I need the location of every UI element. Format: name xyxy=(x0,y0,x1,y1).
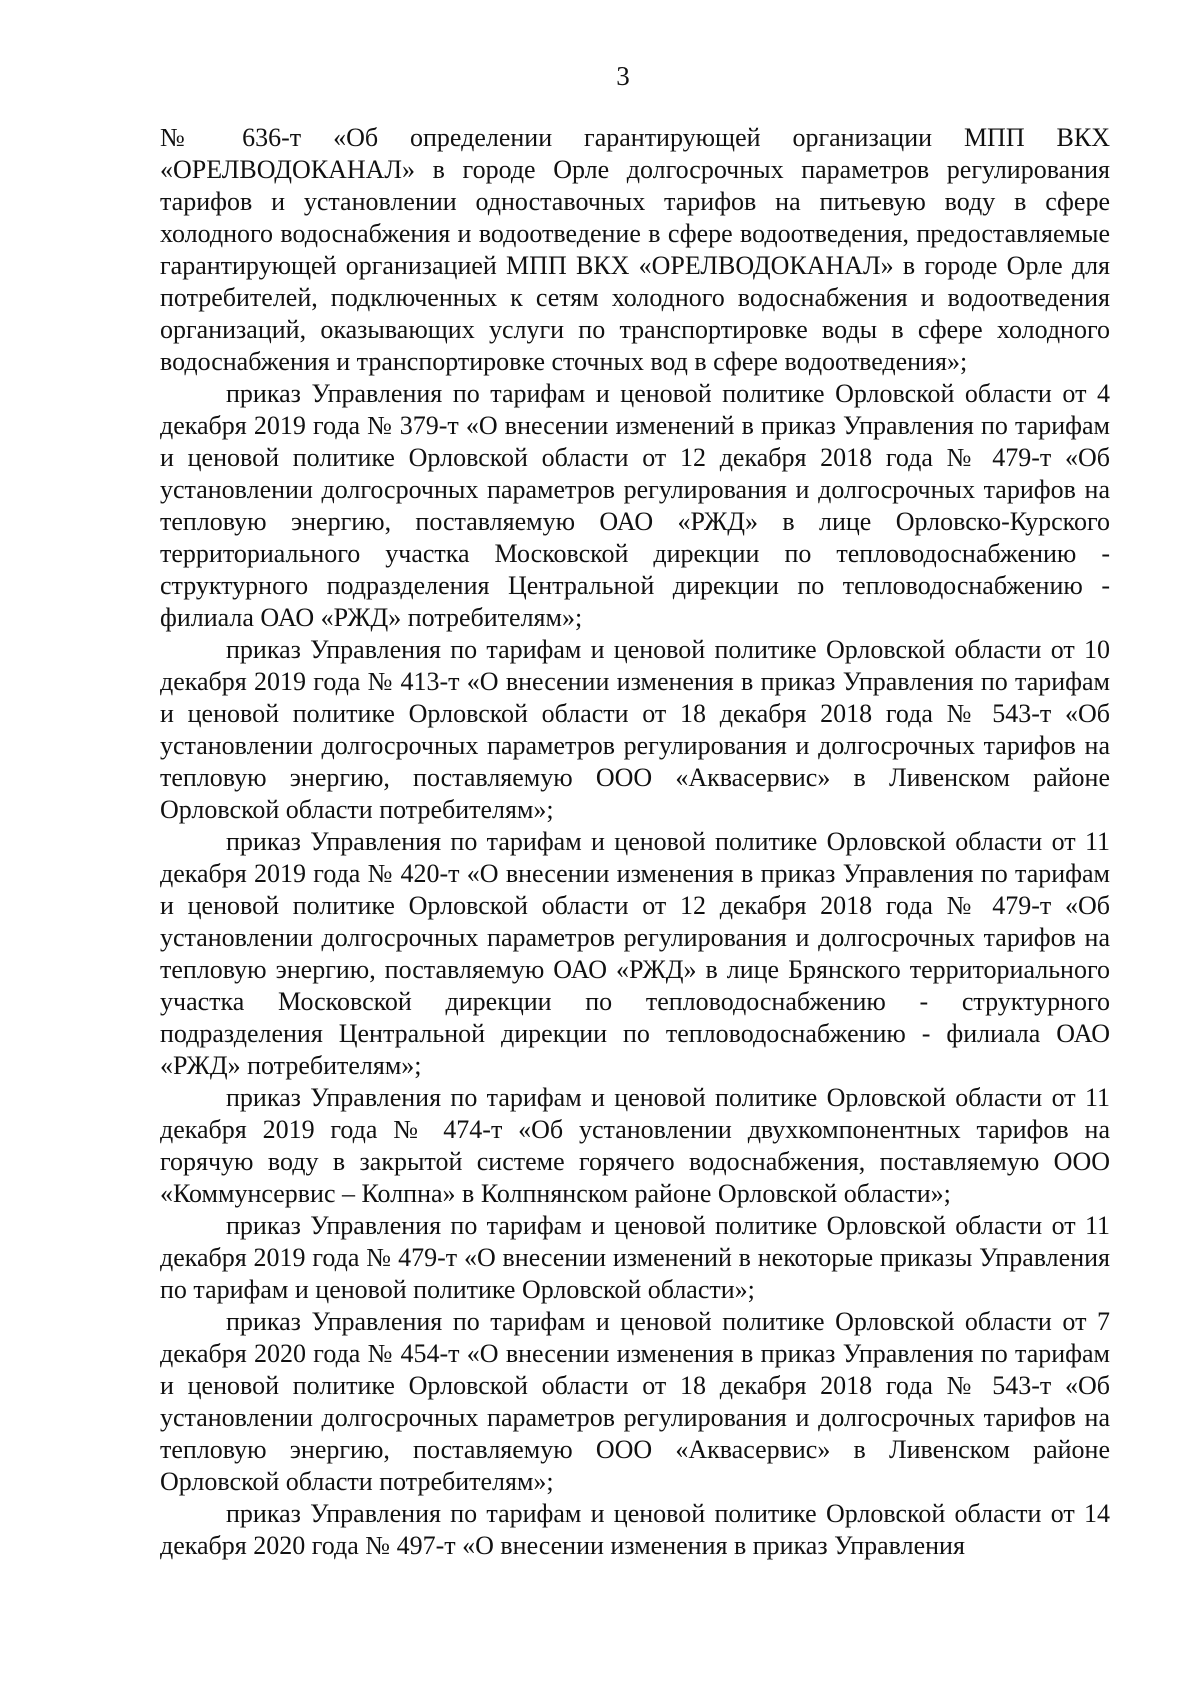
paragraph-order-413: приказ Управления по тарифам и ценовой политике Орловской области от 10 декабря 2019 года № 413-т «О внесении изменения в приказ Управления по тарифам и ценовой политике Орловской области от 18 декабря 2018 года № 543-т «Об установлении долгосрочных параметров регулирования и долгосрочных тарифов на тепловую энергию, поставляемую ООО «Аквасервис» в Ливенском районе Орловской области потребителям»; xyxy=(160,635,1110,824)
paragraph-order-497: приказ Управления по тарифам и ценовой политике Орловской области от 14 декабря 2020 года № 497-т «О внесении изменения в приказ Управления xyxy=(160,1499,1110,1560)
page-number: 3 xyxy=(616,61,630,91)
paragraph-order-454: приказ Управления по тарифам и ценовой политике Орловской области от 7 декабря 2020 года № 454-т «О внесении изменения в приказ Управления по тарифам и ценовой политике Орловской области от 18 декабря 2018 года № 543-т «Об установлении долгосрочных параметров регулирования и долгосрочных тарифов на тепловую энергию, поставляемую ООО «Аквасервис» в Ливенском районе Орловской области потребителям»; xyxy=(160,1307,1110,1496)
paragraph-order-474: приказ Управления по тарифам и ценовой политике Орловской области от 11 декабря 2019 года № 474-т «Об установлении двухкомпонентных тарифов на горячую воду в закрытой системе горячего водоснабжения, поставляемую ООО «Коммунсервис – Колпна» в Колпнянском районе Орловской области»; xyxy=(160,1083,1110,1208)
document-body xyxy=(160,122,1110,1562)
paragraph-order-420: приказ Управления по тарифам и ценовой политике Орловской области от 11 декабря 2019 года № 420-т «О внесении изменения в приказ Управления по тарифам и ценовой политике Орловской области от 12 декабря 2018 года № 479-т «Об установлении долгосрочных параметров регулирования и долгосрочных тарифов на тепловую энергию, поставляемую ОАО «РЖД» в лице Брянского территориального участка Московской дирекции по тепловодоснабжению - структурного подразделения Центральной дирекции по тепловодоснабжению - филиала ОАО «РЖД» потребителям»; xyxy=(160,827,1110,1080)
paragraph-continuation: № 636-т «Об определении гарантирующей организации МПП ВКХ «ОРЕЛВОДОКАНАЛ» в городе Орле долгосрочных параметров регулирования тарифов и установлении одноставочных тарифов на питьевую воду в сфере холодного водоснабжения и водоотведение в сфере водоотведения, предоставляемые гарантирующей организацией МПП ВКХ «ОРЕЛВОДОКАНАЛ» в городе Орле для потребителей, подключенных к сетям холодного водоснабжения и водоотведения организаций, оказывающих услуги по транспортировке воды в сфере холодного водоснабжения и транспортировке сточных вод в сфере водоотведения»; xyxy=(160,123,1110,376)
paragraph-order-379: приказ Управления по тарифам и ценовой политике Орловской области от 4 декабря 2019 года № 379-т «О внесении изменений в приказ Управления по тарифам и ценовой политике Орловской области от 12 декабря 2018 года № 479-т «Об установлении долгосрочных параметров регулирования и долгосрочных тарифов на тепловую энергию, поставляемую ОАО «РЖД» в лице Орловско-Курского территориального участка Московской дирекции по тепловодоснабжению - структурного подразделения Центральной дирекции по тепловодоснабжению - филиала ОАО «РЖД» потребителям»; xyxy=(160,379,1110,632)
paragraph-order-479: приказ Управления по тарифам и ценовой политике Орловской области от 11 декабря 2019 года № 479-т «О внесении изменений в некоторые приказы Управления по тарифам и ценовой политике Орловской области»; xyxy=(160,1211,1110,1304)
